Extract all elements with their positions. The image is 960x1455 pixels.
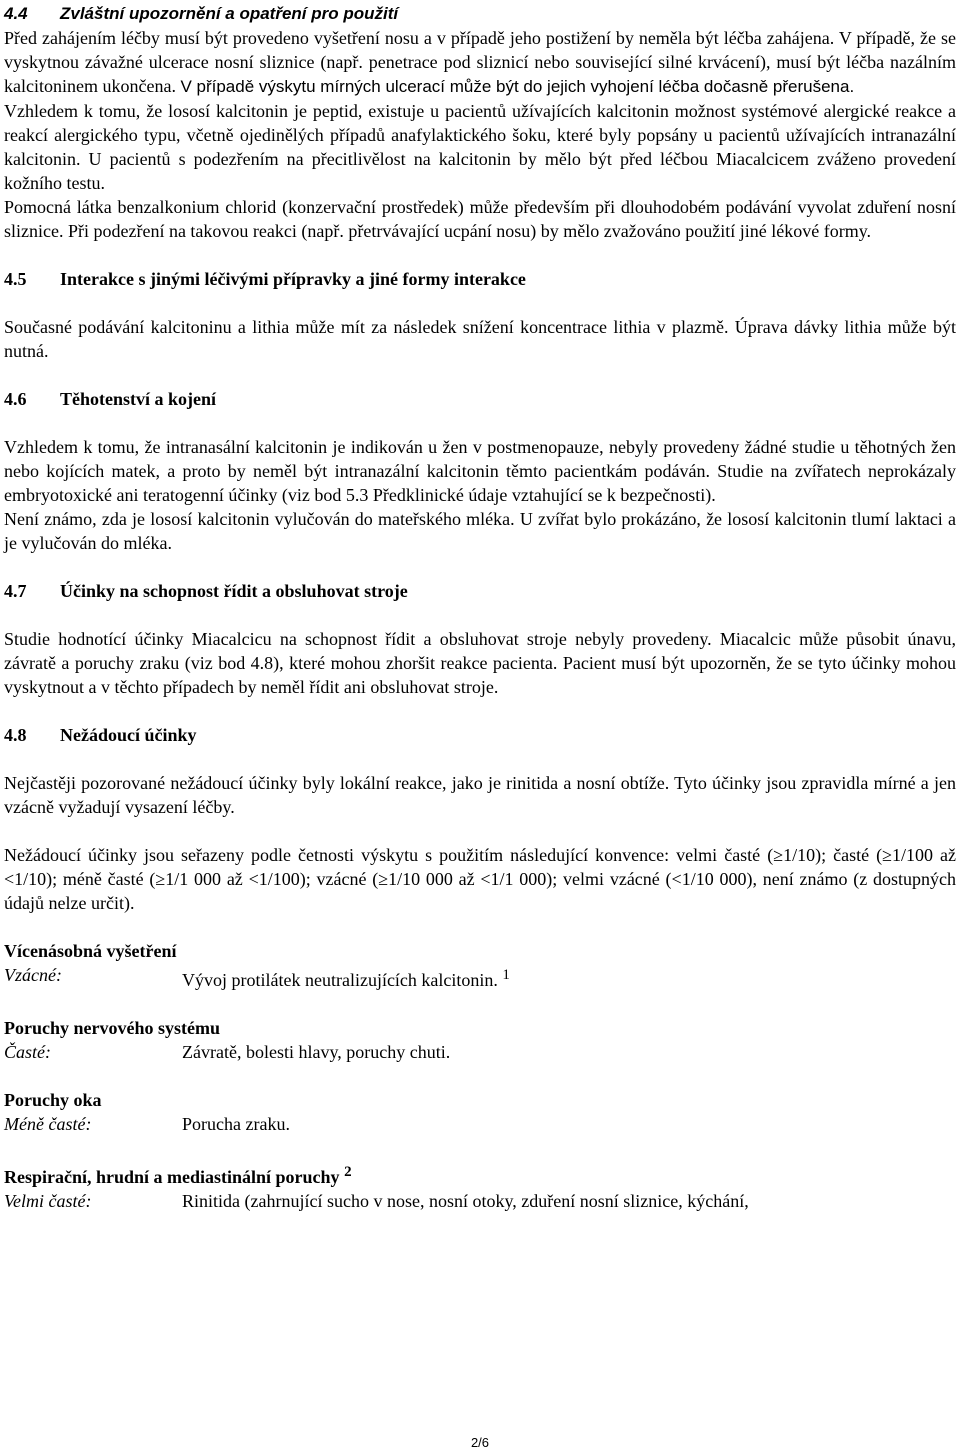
effect-text: Porucha zraku.	[182, 1114, 290, 1134]
section-number: 4.4	[4, 4, 28, 23]
frequency-label: Časté:	[4, 1042, 51, 1062]
adverse-effect-row	[4, 963, 956, 992]
adverse-effect-group	[4, 1160, 956, 1213]
paragraph-text: V případě výskytu mírných ulcerací může být do jejich vyhojení léčba dočasně přerušena.	[180, 77, 855, 96]
paragraph: Nežádoucí účinky jsou seřazeny podle četnosti výskytu s použitím následující konvence: velmi časté (≥1/10); časté (≥1/100 až <1/10); méně časté (≥1/1 000 až <1/100); vzácné (≥1/10 000 až <1/1 000); velmi vzácné (<1/10 000), není známo (z dostupných údajů nelze určit).	[4, 845, 956, 913]
section-number: 4.6	[4, 389, 27, 409]
document-content	[4, 2, 956, 1213]
section-title: Interakce s jinými léčivými přípravky a jiné formy interakce	[60, 269, 526, 289]
section-heading-4-4	[4, 2, 956, 26]
section-title: Nežádoucí účinky	[60, 725, 197, 745]
adverse-effect-group	[4, 1088, 956, 1136]
footnote-ref: 1	[502, 967, 510, 983]
section-title: Zvláštní upozornění a opatření pro použití	[60, 4, 399, 23]
paragraph: Není známo, zda je lososí kalcitonin vylučován do mateřského mléka. U zvířat bylo prokázáno, že lososí kalcitonin tlumí laktaci a je vylučován do mléka.	[4, 509, 956, 553]
page-number: 2/6	[470, 1435, 490, 1450]
frequency-label: Méně časté:	[4, 1114, 92, 1134]
adverse-effect-group	[4, 939, 956, 992]
organ-class-heading: Poruchy oka	[4, 1090, 102, 1110]
paragraph: Studie hodnotící účinky Miacalcicu na schopnost řídit a obsluhovat stroje nebyly provedeny. Miacalcic může působit únavu, závratě a poruchy zraku (viz bod 4.8), které mohou zhoršit reakce pacienta. Pacient musí být upozorněn, že se tyto účinky mohou vyskytnout a v těchto případech by neměl řídit ani obsluhovat stroje.	[4, 629, 956, 697]
frequency-label: Velmi časté:	[4, 1191, 92, 1211]
adverse-effect-row	[4, 1112, 956, 1136]
section-number: 4.7	[4, 581, 27, 601]
paragraph	[4, 26, 956, 99]
section-heading-4-6	[4, 387, 956, 411]
footnote-ref: 2	[344, 1164, 352, 1180]
section-number: 4.8	[4, 725, 27, 745]
paragraph: Současné podávání kalcitoninu a lithia může mít za následek snížení koncentrace lithia v plazmě. Úprava dávky lithia může být nutná.	[4, 317, 956, 361]
section-number: 4.5	[4, 269, 27, 289]
paragraph-text: Před zahájením léčby musí být provedeno vyšetření nosu a v případě jeho postižení by neměla být léčba zahájena. V případě, že se vyskytnou závažné ulcerace nosní sliznice (např. penetrace pod sliznicí nebo související silné krvácení), musí být léčba nazálním kalcitoninem ukončena.	[4, 28, 956, 96]
section-title: Účinky na schopnost řídit a obsluhovat stroje	[60, 581, 408, 601]
organ-class-heading: Vícenásobná vyšetření	[4, 941, 177, 961]
paragraph: Pomocná látka benzalkonium chlorid (konzervační prostředek) může především při dlouhodobém podávání vyvolat zduření nosní sliznice. Při podezření na takovou reakci (např. přetrvávající ucpání nosu) by mělo zvažováno použití jiné lékové formy.	[4, 197, 956, 241]
adverse-effect-row	[4, 1040, 956, 1064]
section-heading-4-7	[4, 579, 956, 603]
frequency-label: Vzácné:	[4, 965, 62, 985]
effect-text: Závratě, bolesti hlavy, poruchy chuti.	[182, 1042, 451, 1062]
section-heading-4-8	[4, 723, 956, 747]
paragraph: Vzhledem k tomu, že lososí kalcitonin je peptid, existuje u pacientů užívajících kalcitonin možnost systémové alergické reakce a reakcí alergického typu, včetně ojedinělých případů anafylaktického šoku, které byly popsány u pacientů užívajících intranazální kalcitonin. U pacientů s podezřením na přecitlivělost na kalcitonin by mělo být před léčbou Miacalcicem zváženo provedení kožního testu.	[4, 101, 956, 193]
section-title: Těhotenství a kojení	[60, 389, 217, 409]
effect-text: Rinitida (zahrnující sucho v nose, nosní otoky, zduření nosní sliznice, kýchání,	[182, 1191, 749, 1211]
organ-class-heading: Poruchy nervového systému	[4, 1018, 220, 1038]
adverse-effect-row	[4, 1189, 956, 1213]
section-heading-4-5	[4, 267, 956, 291]
adverse-effect-group	[4, 1016, 956, 1064]
paragraph: Vzhledem k tomu, že intranasální kalcitonin je indikován u žen v postmenopauze, nebyly provedeny žádné studie u těhotných žen nebo kojících matek, a proto by neměl být intranazální kalcitonin těmto pacientkám podáván. Studie na zvířatech neprokázaly embryotoxické ani teratogenní účinky (viz bod 5.3 Předklinické údaje vztahující se k bezpečnosti).	[4, 437, 956, 505]
effect-text: Vývoj protilátek neutralizujících kalcitonin. $^1$	[182, 967, 510, 990]
paragraph: Nejčastěji pozorované nežádoucí účinky byly lokální reakce, jako je rinitida a nosní obtíže. Tyto účinky jsou zpravidla mírné a jen vzácně vyžadují vysazení léčby.	[4, 773, 956, 817]
organ-class-heading: Respirační, hrudní a mediastinální poruchy $^2$	[4, 1164, 352, 1187]
